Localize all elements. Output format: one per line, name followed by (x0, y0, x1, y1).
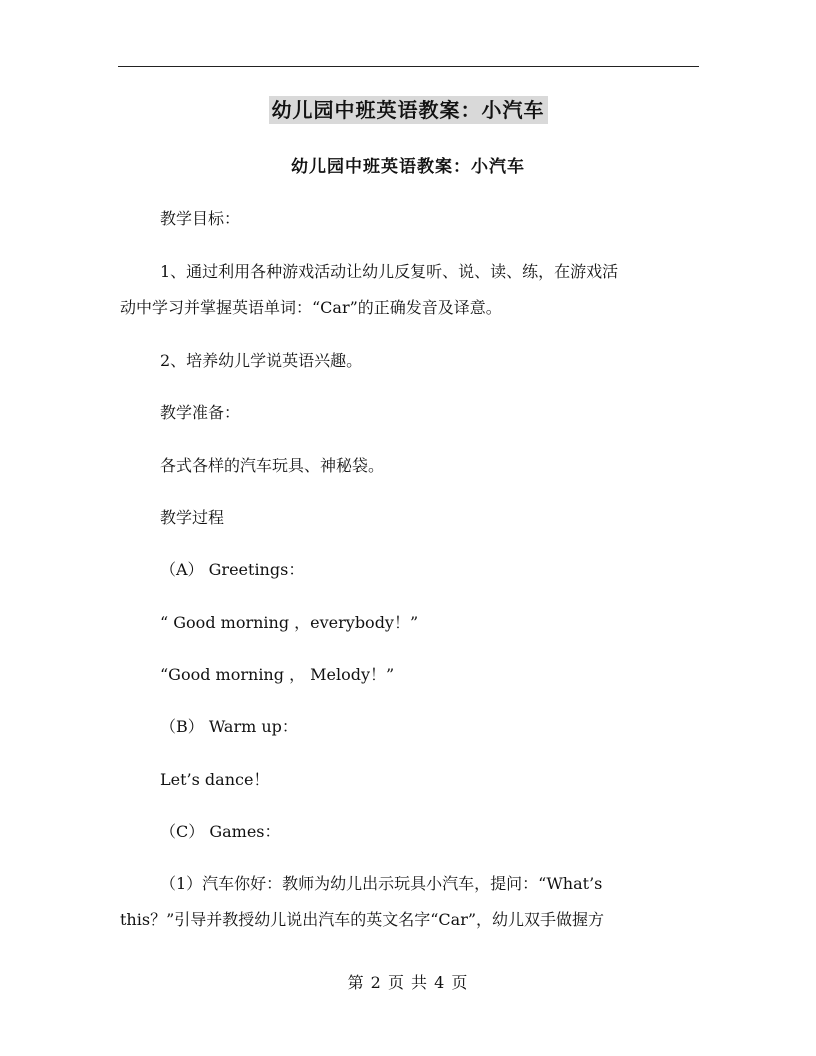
paragraph-goal-1-line-2: 动中学习并掌握英语单词：“Car”的正确发音及译意。 (120, 298, 502, 317)
paragraph-games: （C） Games： (160, 822, 281, 841)
page-number: 第 2 页 共 4 页 (347, 973, 469, 992)
document-subtitle: 幼儿园中班英语教案：小汽车 (291, 157, 525, 177)
paragraph-process-label: 教学过程 (160, 508, 225, 527)
paragraph-goals-label: 教学目标： (160, 209, 241, 228)
paragraph-game-1-line-1: （1）汽车你好：教师为幼儿出示玩具小汽车，提问：“What’s (160, 874, 603, 893)
paragraph-prep-label: 教学准备： (160, 403, 241, 422)
paragraph-quote-1: “ Good morning ，everybody！” (160, 613, 419, 632)
paragraph-warm-up: （B） Warm up： (160, 717, 298, 736)
paragraph-quote-2: “Good morning ， Melody！” (160, 665, 395, 684)
paragraph-goal-1-line-1: 1、通过利用各种游戏活动让幼儿反复听、说、读、练，在游戏活 (160, 262, 619, 281)
document-heading-text: 幼儿园中班英语教案：小汽车 (269, 96, 548, 124)
paragraph-greetings: （A） Greetings： (160, 560, 305, 579)
paragraph-dance: Let’s dance！ (160, 770, 270, 789)
paragraph-prep-items: 各式各样的汽车玩具、神秘袋。 (160, 456, 385, 475)
document-heading (0, 94, 816, 123)
paragraph-game-1-line-2: this？”引导并教授幼儿说出汽车的英文名字“Car”，幼儿双手做握方 (120, 910, 605, 929)
paragraph-goal-2: 2、培养幼儿学说英语兴趣。 (160, 351, 363, 370)
header-rule (118, 66, 699, 67)
